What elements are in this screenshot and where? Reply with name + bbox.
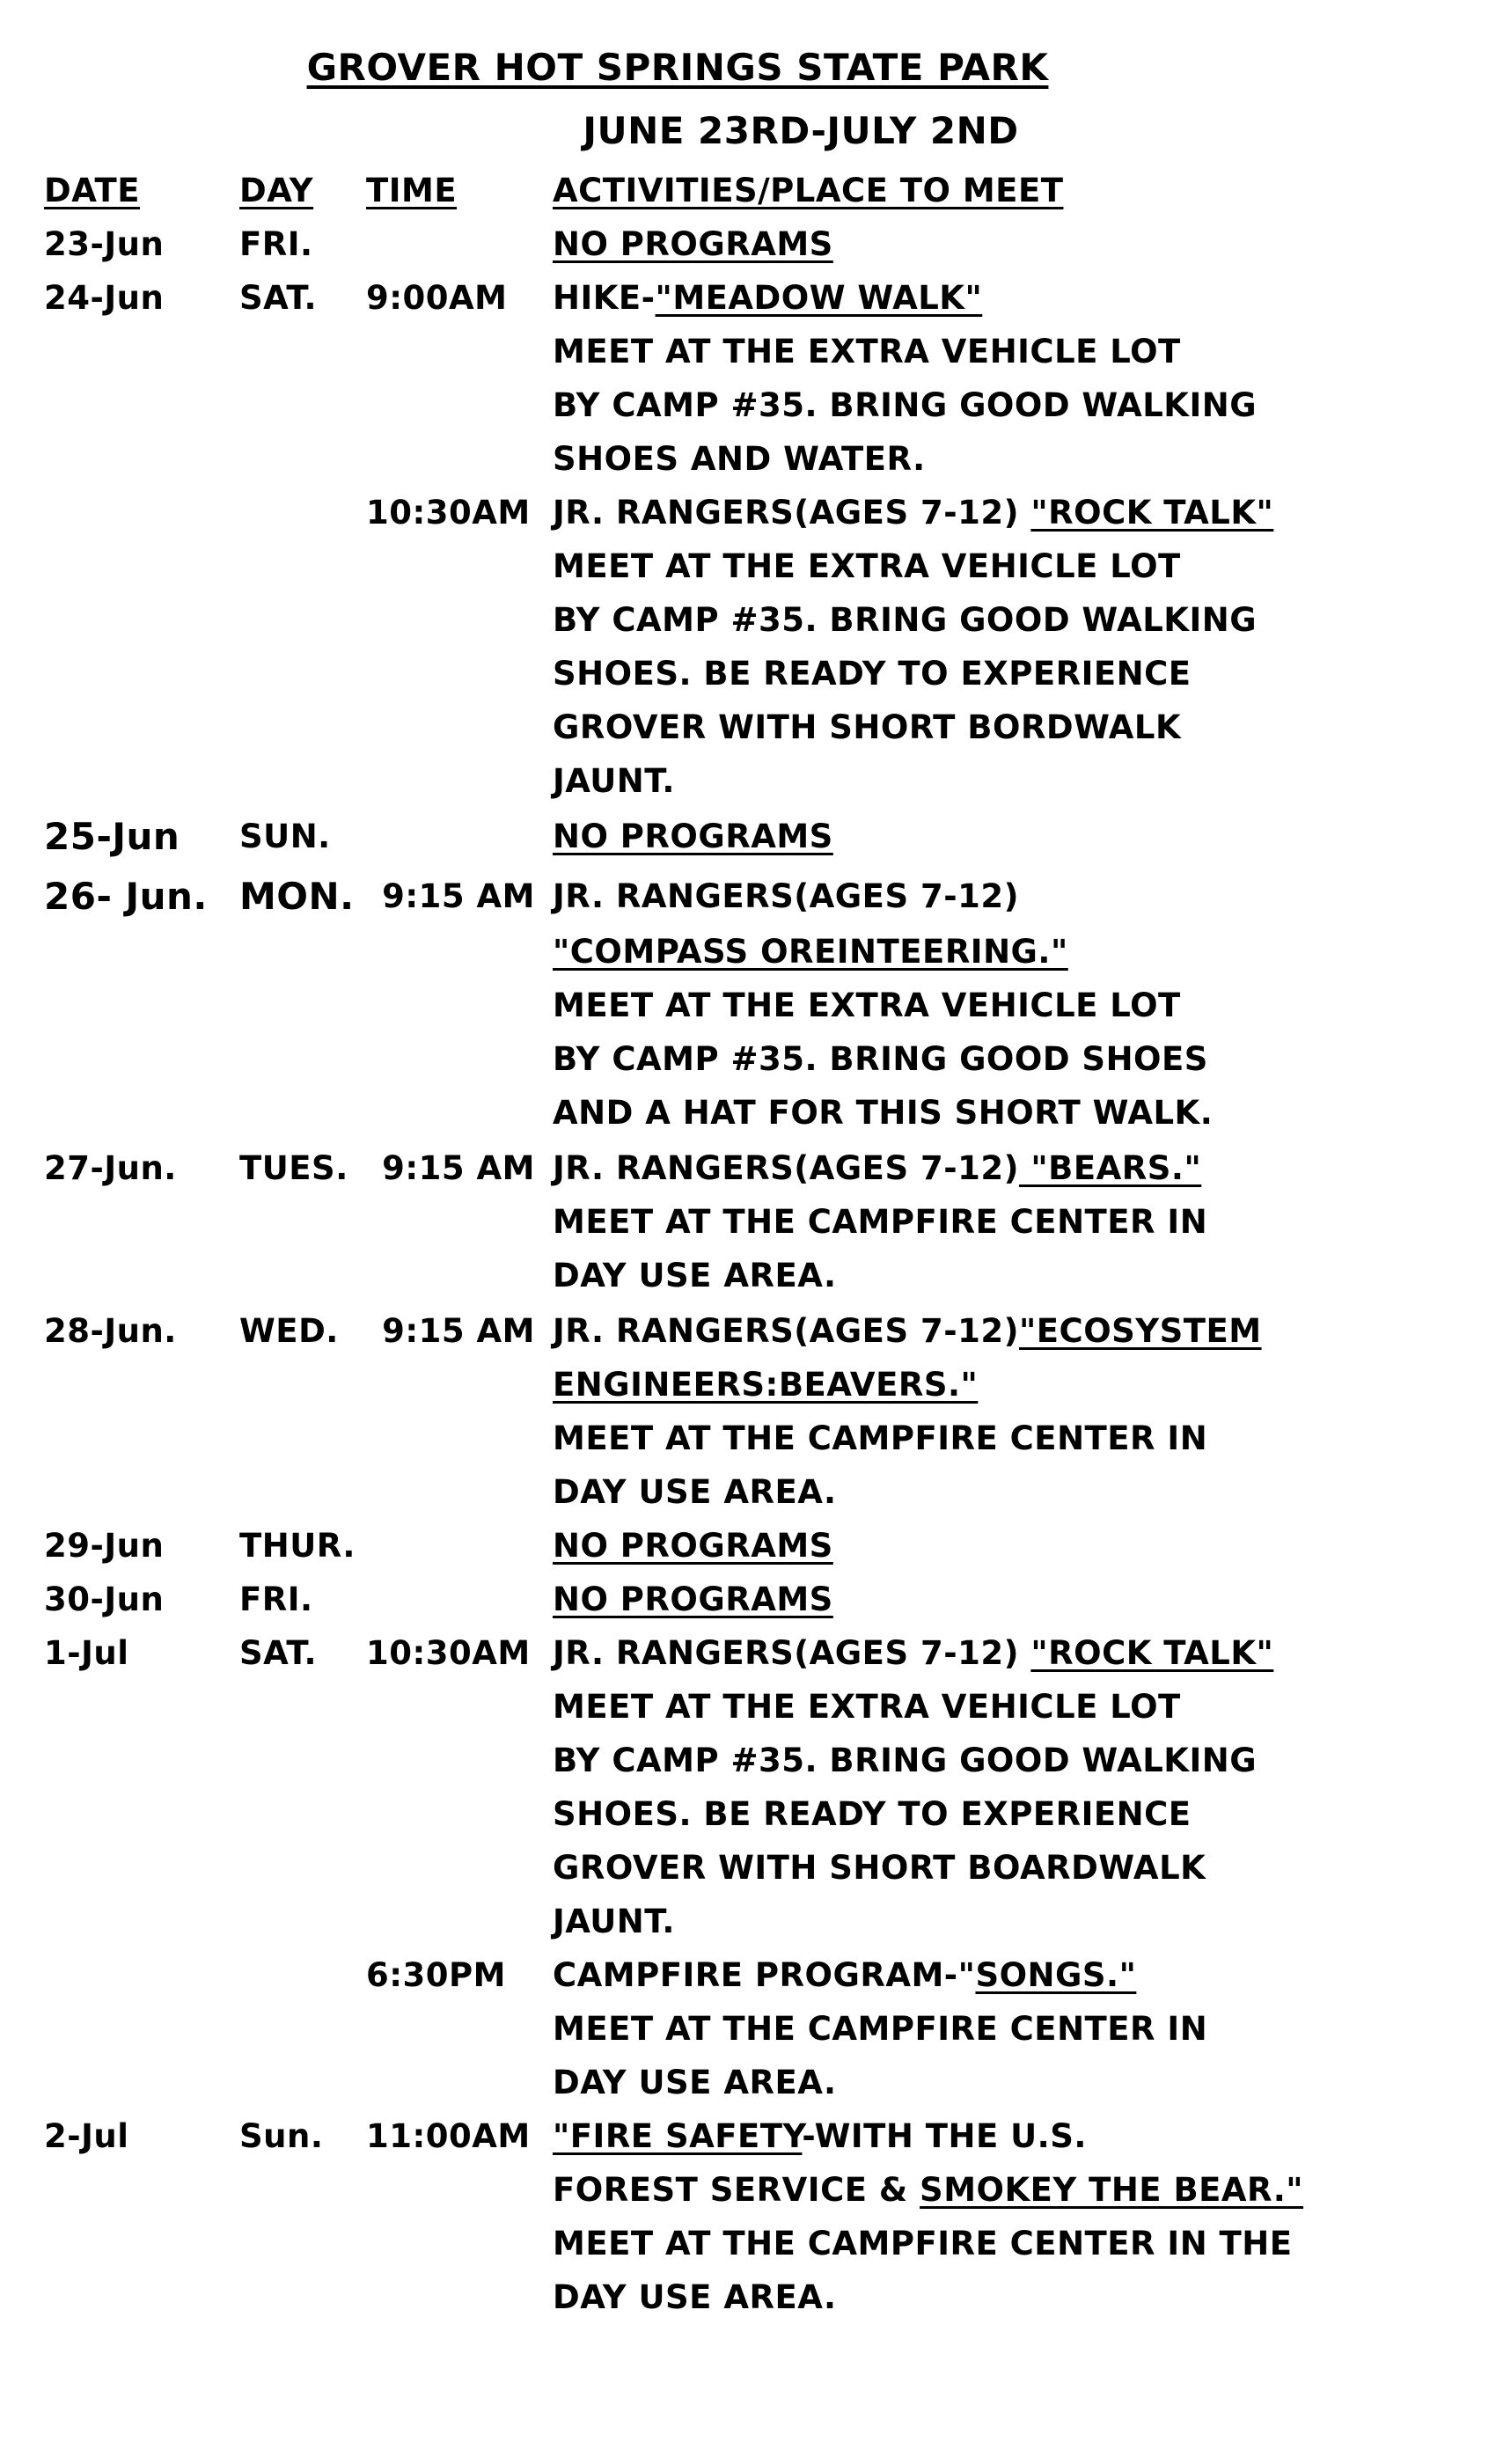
activity-line: DAY USE AREA. <box>553 2278 837 2316</box>
activity-line: MEET AT THE EXTRA VEHICLE LOT <box>553 1688 1181 1726</box>
schedule-day: SAT. <box>239 279 318 317</box>
column-header-row <box>0 164 1496 217</box>
schedule-row <box>0 1948 1496 2002</box>
activity-line: DAY USE AREA. <box>553 1473 837 1511</box>
schedule-date: 23-Jun <box>44 225 165 263</box>
activity-name: ENGINEERS:BEAVERS." <box>553 1366 979 1404</box>
schedule-date: 26- Jun. <box>44 875 208 918</box>
schedule-time: 9:15 AM <box>382 1312 535 1350</box>
activity-name: SMOKEY THE BEAR." <box>920 2171 1304 2209</box>
activity-line-row <box>0 925 1496 979</box>
date-range: JUNE 23RD-JULY 2ND <box>583 109 1019 152</box>
activity-line: JR. RANGERS(AGES 7-12) "ROCK TALK" <box>553 494 1274 532</box>
activity-line: GROVER WITH SHORT BOARDWALK <box>553 1849 1206 1887</box>
activity-line-row <box>0 378 1496 432</box>
activity-column-header: ACTIVITIES/PLACE TO MEET <box>553 172 1064 209</box>
activity-line-row <box>0 2163 1496 2217</box>
activity-line: CAMPFIRE PROGRAM-"SONGS." <box>553 1956 1137 1994</box>
activity-line: BY CAMP #35. BRING GOOD WALKING <box>553 386 1258 424</box>
activity-line-row <box>0 539 1496 593</box>
activity-line: DAY USE AREA. <box>553 2064 837 2101</box>
schedule-row <box>0 217 1496 271</box>
activity-line-row <box>0 1086 1496 1140</box>
activity-line: SHOES. BE READY TO EXPERIENCE <box>553 655 1192 693</box>
schedule-time: 6:30PM <box>366 1956 506 1994</box>
schedule-row <box>0 2109 1496 2163</box>
activity-line-row <box>0 1358 1496 1412</box>
activity-line-row <box>0 700 1496 754</box>
activity-line: NO PROGRAMS <box>553 1527 833 1565</box>
schedule-day: MON. <box>239 875 355 918</box>
schedule-date: 25-Jun <box>44 815 180 858</box>
schedule-row <box>0 271 1496 325</box>
activity-line-row <box>0 593 1496 647</box>
activity-name: SONGS." <box>975 1956 1137 1994</box>
activity-line-row <box>0 2002 1496 2056</box>
activity-line-row <box>0 1032 1496 1086</box>
activity-line: JAUNT. <box>553 762 675 800</box>
activity-name: "ROCK TALK" <box>1030 494 1274 532</box>
schedule-row <box>0 1519 1496 1573</box>
activity-line-row <box>0 1249 1496 1302</box>
activity-line-row <box>0 979 1496 1032</box>
activity-line-row <box>0 1841 1496 1895</box>
activity-line-row <box>0 1680 1496 1734</box>
schedule-day: SAT. <box>239 1634 318 1672</box>
schedule-day: Sun. <box>239 2117 324 2155</box>
activity-line: MEET AT THE EXTRA VEHICLE LOT <box>553 986 1181 1024</box>
activity-name: "MEADOW WALK" <box>655 279 983 317</box>
activity-line: MEET AT THE CAMPFIRE CENTER IN <box>553 1203 1208 1241</box>
time-column-header: TIME <box>366 172 458 209</box>
activity-name: "BEARS." <box>1018 1149 1202 1187</box>
schedule-day: SUN. <box>239 818 331 855</box>
activity-line-row <box>0 1195 1496 1249</box>
activity-line-row <box>0 325 1496 378</box>
activity-line: JAUNT. <box>553 1903 675 1940</box>
activity-line: JR. RANGERS(AGES 7-12)"ECOSYSTEM <box>553 1312 1262 1350</box>
activity-line-row <box>0 1895 1496 1948</box>
activity-line: DAY USE AREA. <box>553 1257 837 1294</box>
activity-line: GROVER WITH SHORT BORDWALK <box>553 708 1182 746</box>
schedule-day: TUES. <box>239 1149 348 1187</box>
activity-line: BY CAMP #35. BRING GOOD WALKING <box>553 601 1258 639</box>
schedule-date: 28-Jun. <box>44 1312 177 1350</box>
activity-line-row <box>0 647 1496 700</box>
activity-line-row <box>0 2217 1496 2270</box>
schedule-day: WED. <box>239 1312 339 1350</box>
activity-line: NO PROGRAMS <box>553 818 833 855</box>
activity-line: MEET AT THE EXTRA VEHICLE LOT <box>553 547 1181 585</box>
schedule-date: 29-Jun <box>44 1527 165 1565</box>
schedule-row <box>0 1141 1496 1195</box>
activity-line-row <box>0 432 1496 486</box>
activity-line: JR. RANGERS(AGES 7-12) <box>553 877 1019 915</box>
activity-line: MEET AT THE CAMPFIRE CENTER IN <box>553 1419 1208 1457</box>
schedule-row <box>0 1573 1496 1626</box>
schedule-date: 27-Jun. <box>44 1149 177 1187</box>
schedule-day: FRI. <box>239 225 313 263</box>
activity-line: "FIRE SAFETY-WITH THE U.S. <box>553 2117 1087 2155</box>
activity-line: SHOES. BE READY TO EXPERIENCE <box>553 1795 1192 1833</box>
activity-line-row <box>0 2056 1496 2109</box>
activity-line: MEET AT THE EXTRA VEHICLE LOT <box>553 333 1181 370</box>
schedule-time: 10:30AM <box>366 1634 531 1672</box>
activity-name: "FIRE SAFETY <box>553 2117 803 2155</box>
activity-line-row <box>0 1734 1496 1787</box>
activity-line-row <box>0 2270 1496 2324</box>
activity-line: MEET AT THE CAMPFIRE CENTER IN <box>553 2010 1208 2048</box>
activity-line: BY CAMP #35. BRING GOOD WALKING <box>553 1742 1258 1779</box>
schedule-time: 9:15 AM <box>382 877 535 915</box>
activity-line: NO PROGRAMS <box>553 225 833 263</box>
schedule-time: 11:00AM <box>366 2117 531 2155</box>
activity-name: "ROCK TALK" <box>1030 1634 1274 1672</box>
schedule-row <box>0 869 1496 923</box>
activity-line: FOREST SERVICE & SMOKEY THE BEAR." <box>553 2171 1304 2209</box>
activity-line-row <box>0 754 1496 808</box>
schedule-day: THUR. <box>239 1527 356 1565</box>
activity-line-row <box>0 1787 1496 1841</box>
schedule-date: 24-Jun <box>44 279 165 317</box>
schedule-row <box>0 486 1496 539</box>
date-column-header: DATE <box>44 172 140 209</box>
schedule-row <box>0 810 1496 863</box>
activity-line: JR. RANGERS(AGES 7-12) "ROCK TALK" <box>553 1634 1274 1672</box>
activity-line: NO PROGRAMS <box>553 1580 833 1618</box>
activity-line-row <box>0 1465 1496 1519</box>
activity-line: JR. RANGERS(AGES 7-12) "BEARS." <box>553 1149 1202 1187</box>
activity-line: AND A HAT FOR THIS SHORT WALK. <box>553 1094 1214 1132</box>
page-title: GROVER HOT SPRINGS STATE PARK <box>306 46 1049 89</box>
schedule-time: 9:15 AM <box>382 1149 535 1187</box>
activity-line: MEET AT THE CAMPFIRE CENTER IN THE <box>553 2225 1293 2262</box>
schedule-date: 30-Jun <box>44 1580 165 1618</box>
schedule-day: FRI. <box>239 1580 313 1618</box>
activity-line: SHOES AND WATER. <box>553 440 926 478</box>
schedule-date: 1-Jul <box>44 1634 129 1672</box>
schedule-row <box>0 1304 1496 1358</box>
day-column-header: DAY <box>239 172 314 209</box>
schedule-row <box>0 1626 1496 1680</box>
activity-line-row <box>0 1412 1496 1465</box>
activity-line: BY CAMP #35. BRING GOOD SHOES <box>553 1040 1208 1078</box>
schedule-time: 10:30AM <box>366 494 531 532</box>
schedule-time: 9:00AM <box>366 279 508 317</box>
activity-name: "ECOSYSTEM <box>1018 1312 1262 1350</box>
activity-line: HIKE-"MEADOW WALK" <box>553 279 983 317</box>
schedule-date: 2-Jul <box>44 2117 129 2155</box>
activity-name: "COMPASS OREINTEERING." <box>553 933 1068 971</box>
